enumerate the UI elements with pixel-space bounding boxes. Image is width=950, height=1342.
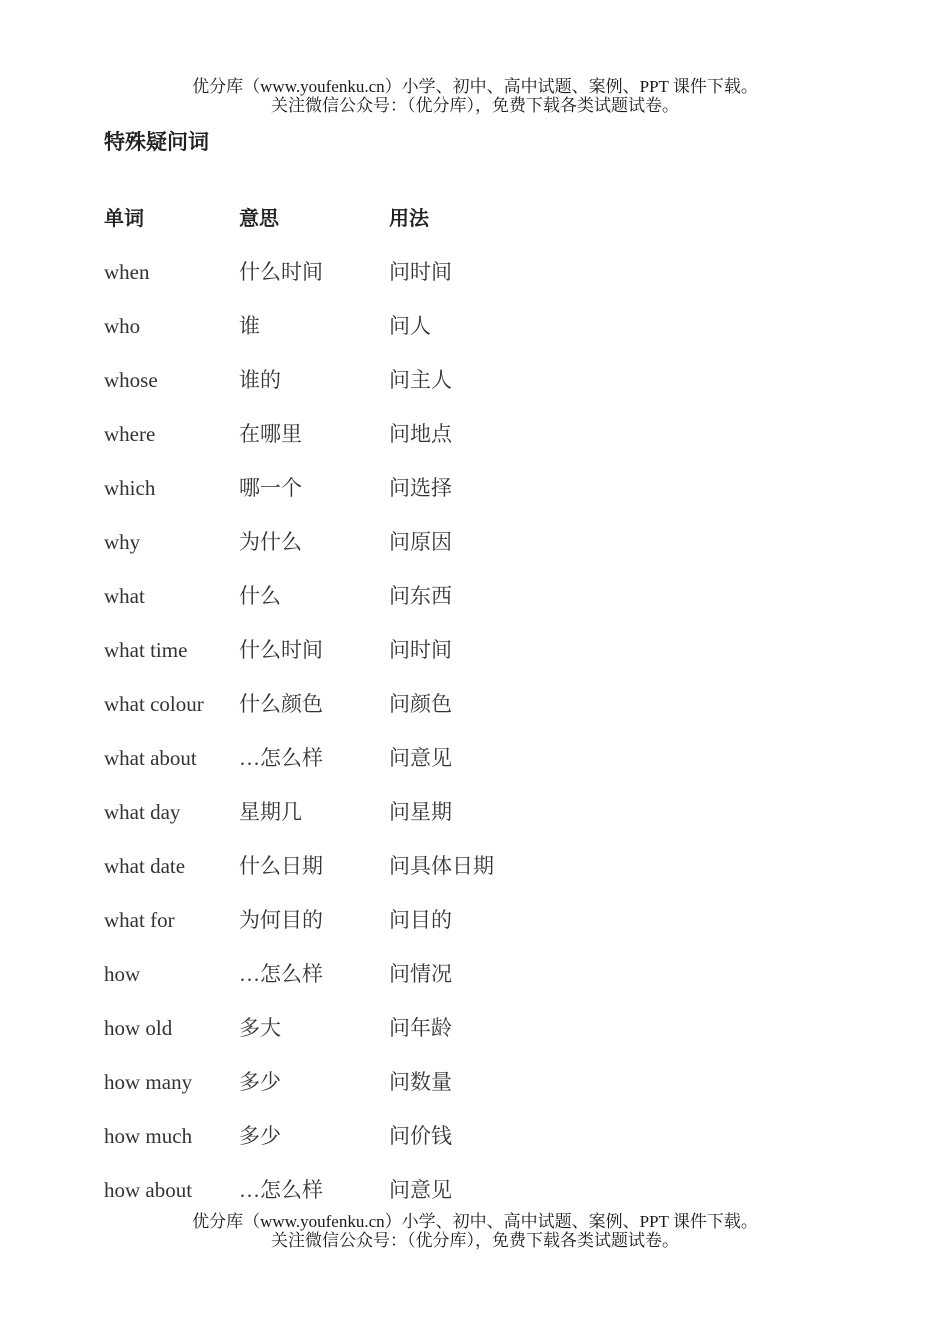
word-cell: what about: [104, 746, 197, 770]
meaning-cell: 什么时间: [239, 638, 323, 662]
usage-cell: 问选择: [389, 476, 452, 500]
table-row: [104, 1064, 624, 1118]
meaning-cell: 谁的: [239, 368, 281, 392]
table-row: [104, 740, 624, 794]
table-row: [104, 956, 624, 1010]
meaning-cell: 什么颜色: [239, 692, 323, 716]
meaning-cell: 什么时间: [239, 260, 323, 284]
meaning-cell: 星期几: [239, 800, 302, 824]
meaning-cell: 多大: [239, 1016, 281, 1040]
table-row: [104, 1118, 624, 1172]
table-row: [104, 362, 624, 416]
usage-cell: 问价钱: [389, 1124, 452, 1148]
column-header-usage: 用法: [389, 206, 429, 230]
word-cell: what time: [104, 638, 188, 662]
header-banner: [0, 77, 950, 115]
word-cell: what date: [104, 854, 186, 878]
table-row: [104, 308, 624, 362]
usage-cell: 问时间: [389, 638, 452, 662]
question-word-table: [104, 200, 624, 1226]
table-row: [104, 254, 624, 308]
usage-cell: 问主人: [389, 368, 452, 392]
meaning-cell: 多少: [239, 1070, 281, 1094]
word-cell: whose: [104, 368, 158, 392]
word-cell: where: [104, 422, 156, 446]
table-row: [104, 632, 624, 686]
word-cell: how: [104, 962, 141, 986]
meaning-cell: …怎么样: [239, 746, 323, 770]
usage-cell: 问东西: [389, 584, 452, 608]
usage-cell: 问人: [389, 314, 431, 338]
banner-line: 优分库（www.youfenku.cn）小学、初中、高中试题、案例、PPT 课件下载。: [192, 1212, 758, 1231]
table-row: [104, 686, 624, 740]
usage-cell: 问目的: [389, 908, 452, 932]
table-row: [104, 1010, 624, 1064]
word-cell: what day: [104, 800, 181, 824]
table-row: [104, 524, 624, 578]
table-header-row: [104, 200, 624, 254]
meaning-cell: 为什么: [239, 530, 302, 554]
usage-cell: 问情况: [389, 962, 452, 986]
word-cell: what: [104, 584, 145, 608]
table-body: [104, 254, 624, 1226]
word-cell: when: [104, 260, 150, 284]
table-row: [104, 578, 624, 632]
banner-line: 关注微信公众号：（优分库），免费下载各类试题试卷。: [271, 96, 679, 115]
word-cell: why: [104, 530, 141, 554]
document-title: 特殊疑问词: [104, 130, 209, 154]
column-header-word: 单词: [104, 206, 144, 230]
usage-cell: 问时间: [389, 260, 452, 284]
usage-cell: 问星期: [389, 800, 452, 824]
word-cell: how about: [104, 1178, 193, 1202]
usage-cell: 问年龄: [389, 1016, 452, 1040]
table-row: [104, 416, 624, 470]
table-row: [104, 848, 624, 902]
meaning-cell: 什么日期: [239, 854, 323, 878]
meaning-cell: 多少: [239, 1124, 281, 1148]
usage-cell: 问颜色: [389, 692, 452, 716]
meaning-cell: 谁: [239, 314, 260, 338]
meaning-cell: 在哪里: [239, 422, 302, 446]
usage-cell: 问意见: [389, 1178, 452, 1202]
word-cell: what for: [104, 908, 175, 932]
meaning-cell: 哪一个: [239, 476, 302, 500]
meaning-cell: 为何目的: [239, 908, 323, 932]
word-cell: how much: [104, 1124, 193, 1148]
banner-line: 优分库（www.youfenku.cn）小学、初中、高中试题、案例、PPT 课件下载。: [192, 77, 758, 96]
word-cell: who: [104, 314, 141, 338]
word-cell: how many: [104, 1070, 193, 1094]
meaning-cell: …怎么样: [239, 962, 323, 986]
usage-cell: 问意见: [389, 746, 452, 770]
usage-cell: 问原因: [389, 530, 452, 554]
footer-banner: [0, 1212, 950, 1250]
table-row: [104, 470, 624, 524]
table-row: [104, 794, 624, 848]
usage-cell: 问数量: [389, 1070, 452, 1094]
usage-cell: 问地点: [389, 422, 452, 446]
meaning-cell: …怎么样: [239, 1178, 323, 1202]
word-cell: what colour: [104, 692, 204, 716]
banner-line: 关注微信公众号：（优分库），免费下载各类试题试卷。: [271, 1231, 679, 1250]
word-cell: which: [104, 476, 156, 500]
table-row: [104, 902, 624, 956]
usage-cell: 问具体日期: [389, 854, 494, 878]
column-header-meaning: 意思: [239, 206, 279, 230]
meaning-cell: 什么: [239, 584, 281, 608]
word-cell: how old: [104, 1016, 173, 1040]
